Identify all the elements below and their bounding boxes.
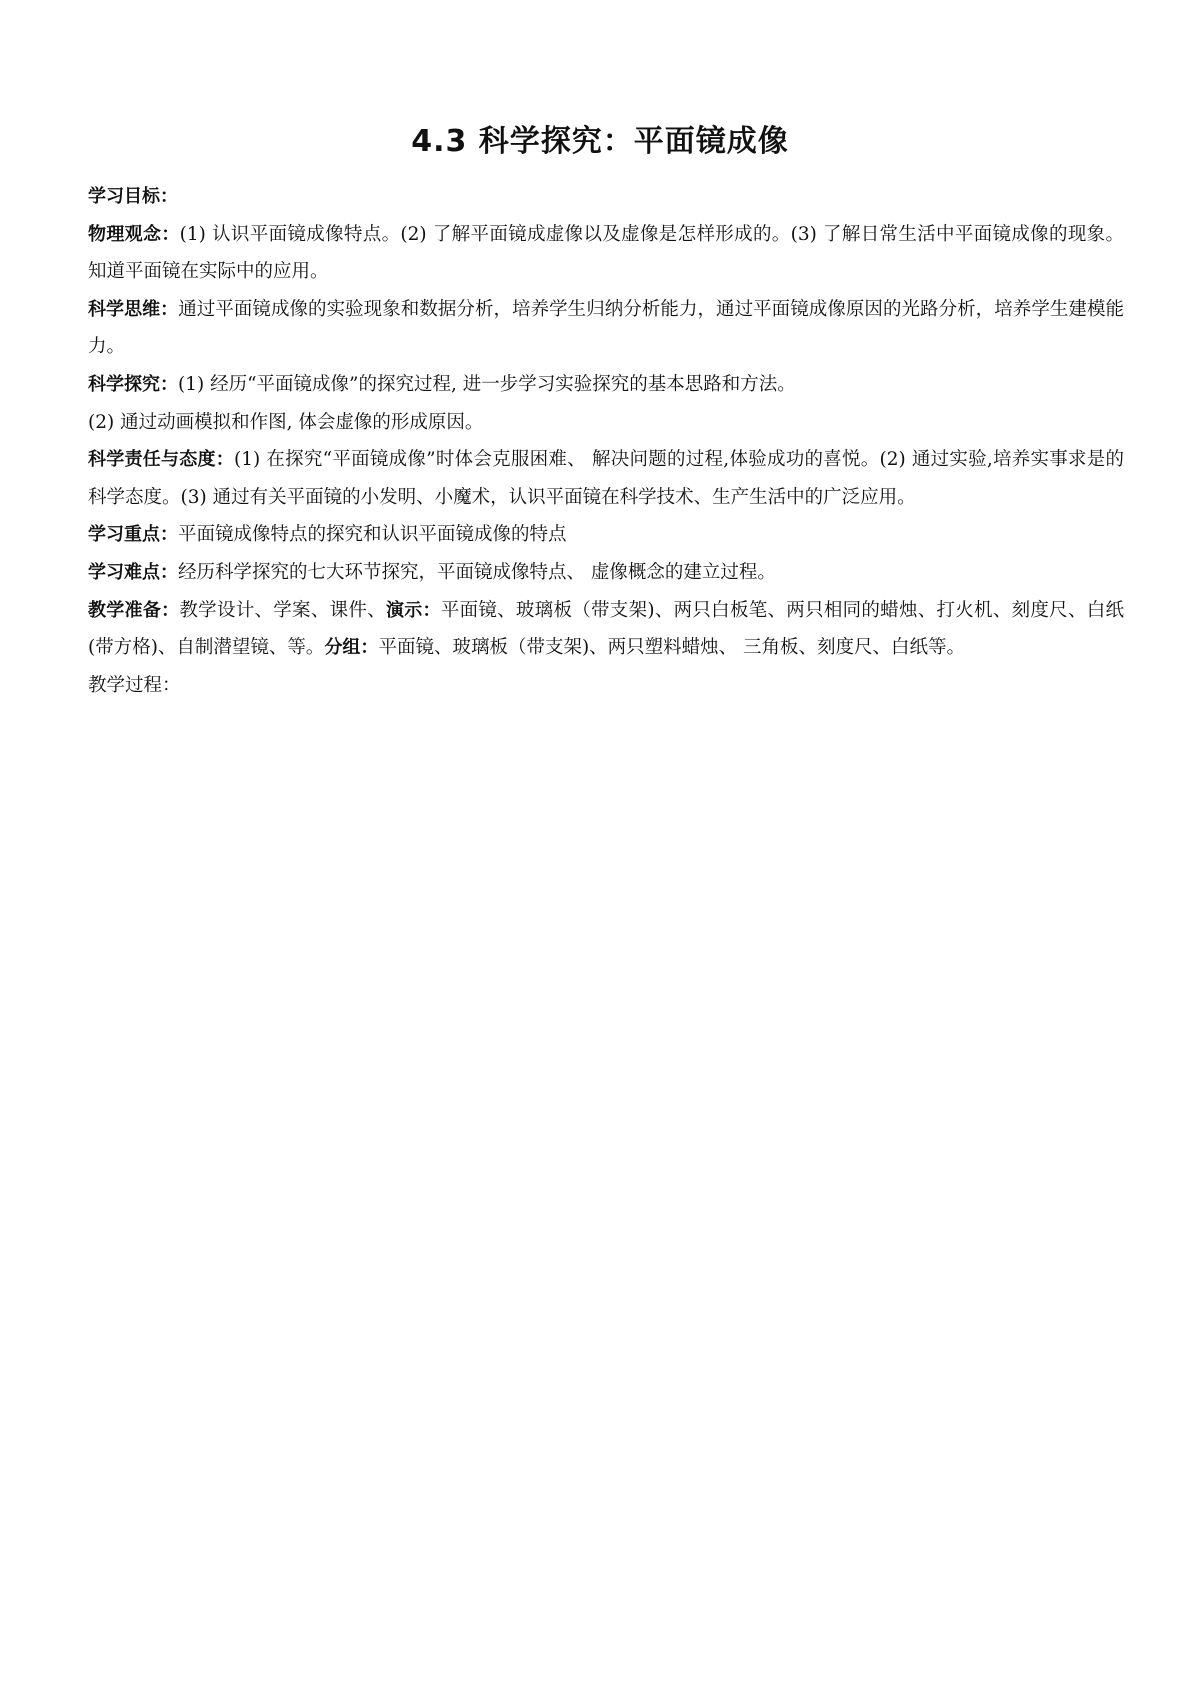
group-text: 平面镜、玻璃板（带支架)、两只塑料蜡烛、 三角板、刻度尺、白纸等。 [378, 637, 966, 659]
responsibility-label: 科学责任与态度： [88, 449, 235, 471]
document-body [88, 178, 1124, 704]
scientific-inquiry-paragraph-2 [88, 404, 1124, 442]
process-heading-text: 教学过程： [88, 674, 181, 696]
key-points-text: 平面镜成像特点的探究和认识平面镜成像的特点 [178, 524, 567, 546]
scientific-thinking-text: 通过平面镜成像的实验现象和数据分析，培养学生归纳分析能力，通过平面镜成像原因的光路分析，培养学生建模能力。 [88, 298, 1124, 358]
responsibility-text: (1) 在探究“平面镜成像”时体会克服困难、 解决问题的过程,体验成功的喜悦。(2) 通过实验,培养实事求是的科学态度。(3) 通过有关平面镜的小发明、小魔术，认识平面镜在科学技术、生产生活中的广泛应用。 [88, 449, 1125, 508]
difficulties-paragraph [88, 554, 1124, 592]
key-points-label: 学习重点： [88, 524, 178, 546]
process-heading [88, 667, 1124, 705]
physics-concept-paragraph [88, 216, 1124, 291]
physics-concept-text: (1) 认识平面镜成像特点。(2) 了解平面镜成虚像以及虚像是怎样形成的。(3) 了解日常生活中平面镜成像的现象。知道平面镜在实际中的应用。 [88, 223, 1125, 283]
key-points-paragraph [88, 516, 1124, 554]
scientific-inquiry-text-2: (2) 通过动画模拟和作图, 体会虚像的形成原因。 [88, 411, 484, 433]
preparation-text: 教学设计、学案、课件、 [179, 599, 386, 621]
demo-text: 平面镜、玻璃板（带支架)、两只白板笔、两只相同的蜡烛、打火机、刻度尺、白纸(带方格)、自制潜望镜、等。 [88, 599, 1124, 659]
difficulties-text: 经历科学探究的七大环节探究，平面镜成像特点、 虚像概念的建立过程。 [178, 561, 776, 583]
scientific-inquiry-text: (1) 经历“平面镜成像”的探究过程, 进一步学习实验探究的基本思路和方法。 [178, 373, 796, 395]
page-title: 4.3 科学探究：平面镜成像 [411, 124, 789, 159]
scientific-thinking-label: 科学思维： [88, 298, 179, 320]
group-label: 分组： [324, 637, 379, 659]
scientific-inquiry-label: 科学探究： [88, 373, 178, 395]
scientific-inquiry-paragraph [88, 366, 1124, 404]
difficulties-label: 学习难点： [88, 561, 178, 583]
scientific-thinking-paragraph [88, 291, 1124, 366]
responsibility-paragraph [88, 441, 1124, 516]
demo-label: 演示： [385, 599, 441, 621]
objectives-heading-label: 学习目标： [88, 186, 178, 207]
preparation-label: 教学准备： [88, 599, 180, 621]
preparation-paragraph [88, 592, 1124, 667]
physics-concept-label: 物理观念： [88, 223, 180, 245]
objectives-heading [88, 178, 1124, 216]
